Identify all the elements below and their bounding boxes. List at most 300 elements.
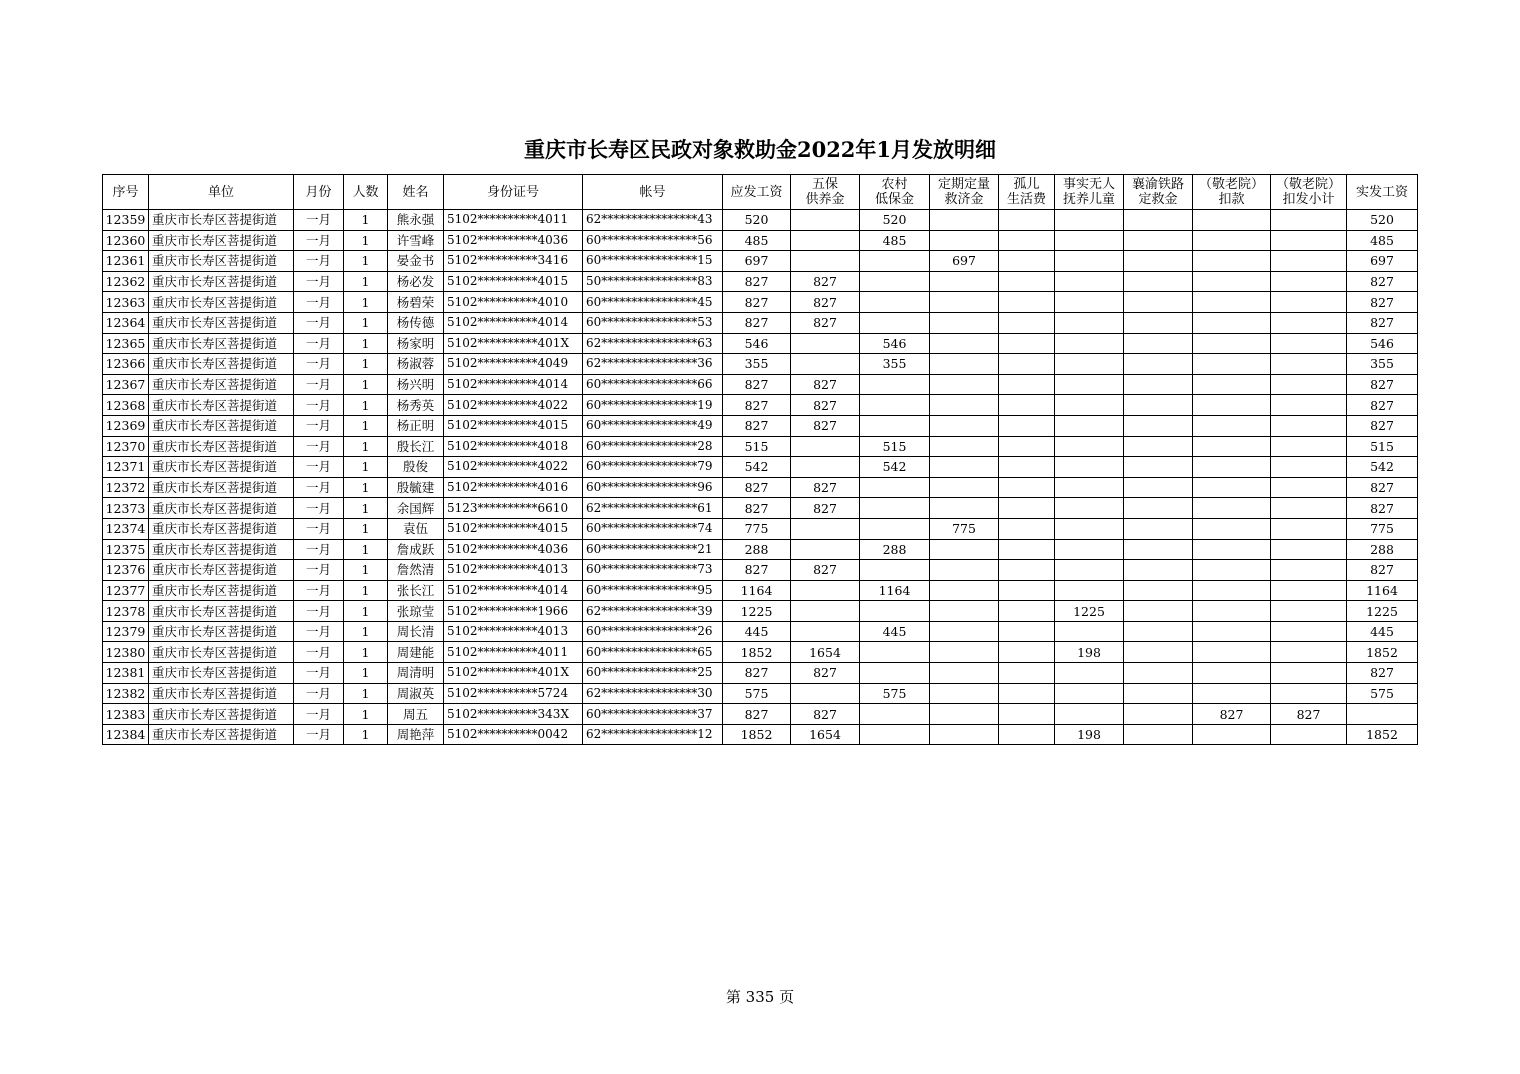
table-cell: 12365 xyxy=(103,333,149,354)
table-cell: 12369 xyxy=(103,415,149,436)
table-cell: 827 xyxy=(723,271,791,292)
table-cell xyxy=(999,724,1055,745)
table-cell: 重庆市长寿区菩提街道 xyxy=(149,518,294,539)
table-cell xyxy=(930,580,999,601)
table-cell xyxy=(791,230,860,251)
table-cell: 12370 xyxy=(103,436,149,457)
table-cell xyxy=(1193,724,1271,745)
table-cell: 12367 xyxy=(103,374,149,395)
table-cell xyxy=(791,333,860,354)
column-header-line: 定救金 xyxy=(1138,192,1178,207)
table-cell: 1 xyxy=(344,498,388,519)
table-cell: 周五 xyxy=(388,704,444,725)
table-cell xyxy=(1271,683,1347,704)
table-cell: 詹成跃 xyxy=(388,539,444,560)
table-cell: 827 xyxy=(723,560,791,581)
table-cell: 1 xyxy=(344,230,388,251)
table-cell: 60****************79 xyxy=(583,457,723,478)
table-cell xyxy=(1271,415,1347,436)
table-cell xyxy=(1055,292,1124,313)
table-cell xyxy=(1124,374,1193,395)
table-cell: 12359 xyxy=(103,210,149,231)
table-cell: 重庆市长寿区菩提街道 xyxy=(149,477,294,498)
column-header xyxy=(388,175,444,210)
table-cell: 827 xyxy=(791,498,860,519)
table-cell: 一月 xyxy=(294,333,344,354)
table-cell: 5102**********4022 xyxy=(444,457,583,478)
table-cell: 5102**********4015 xyxy=(444,518,583,539)
table-cell xyxy=(1271,354,1347,375)
table-cell: 198 xyxy=(1055,724,1124,745)
table-cell: 5102**********4018 xyxy=(444,436,583,457)
table-cell: 520 xyxy=(860,210,930,231)
table-cell: 827 xyxy=(1347,477,1418,498)
table-cell: 12376 xyxy=(103,560,149,581)
table-cell: 1 xyxy=(344,724,388,745)
column-header xyxy=(1347,175,1418,210)
table-cell: 1 xyxy=(344,333,388,354)
column-header-line: 抚养儿童 xyxy=(1062,192,1115,207)
table-cell: 5102**********4022 xyxy=(444,395,583,416)
table-cell xyxy=(791,518,860,539)
table-cell xyxy=(930,374,999,395)
table-row xyxy=(103,312,1418,333)
table-cell: 殷俊 xyxy=(388,457,444,478)
table-cell: 546 xyxy=(1347,333,1418,354)
table-cell xyxy=(1193,292,1271,313)
table-cell: 60****************19 xyxy=(583,395,723,416)
table-cell: 张琼莹 xyxy=(388,601,444,622)
table-row xyxy=(103,251,1418,272)
table-cell: 一月 xyxy=(294,354,344,375)
table-cell xyxy=(930,704,999,725)
table-cell xyxy=(1271,663,1347,684)
table-cell: 5102**********4014 xyxy=(444,374,583,395)
table-cell xyxy=(1193,621,1271,642)
table-cell xyxy=(999,498,1055,519)
table-cell: 5102**********4010 xyxy=(444,292,583,313)
table-cell xyxy=(1055,251,1124,272)
table-cell: 775 xyxy=(930,518,999,539)
table-cell: 485 xyxy=(723,230,791,251)
table-cell xyxy=(999,210,1055,231)
table-cell xyxy=(999,663,1055,684)
table-cell: 62****************43 xyxy=(583,210,723,231)
table-cell xyxy=(860,663,930,684)
table-cell: 12366 xyxy=(103,354,149,375)
table-cell xyxy=(930,601,999,622)
table-cell: 袁伍 xyxy=(388,518,444,539)
table-cell xyxy=(1124,621,1193,642)
table-cell: 12364 xyxy=(103,312,149,333)
table-cell: 60****************28 xyxy=(583,436,723,457)
table-cell: 827 xyxy=(1347,560,1418,581)
table-row xyxy=(103,333,1418,354)
table-cell xyxy=(860,415,930,436)
table-cell: 575 xyxy=(860,683,930,704)
table-cell xyxy=(860,642,930,663)
table-cell: 827 xyxy=(1347,498,1418,519)
table-cell: 515 xyxy=(1347,436,1418,457)
table-cell xyxy=(1124,292,1193,313)
table-cell: 60****************65 xyxy=(583,642,723,663)
table-cell xyxy=(1124,333,1193,354)
table-cell xyxy=(860,374,930,395)
table-cell: 1 xyxy=(344,704,388,725)
table-cell xyxy=(860,724,930,745)
table-cell: 12380 xyxy=(103,642,149,663)
table-cell: 晏金书 xyxy=(388,251,444,272)
column-header xyxy=(723,175,791,210)
table-cell xyxy=(860,292,930,313)
table-cell xyxy=(1193,374,1271,395)
table-cell: 许雪峰 xyxy=(388,230,444,251)
table-header xyxy=(103,175,1418,210)
table-cell: 一月 xyxy=(294,518,344,539)
table-cell xyxy=(1124,436,1193,457)
column-header xyxy=(1124,175,1193,210)
table-row xyxy=(103,560,1418,581)
column-header-line: 序号 xyxy=(112,184,139,200)
column-header-line: 实发工资 xyxy=(1355,184,1408,200)
table-cell: 1164 xyxy=(1347,580,1418,601)
table-cell: 60****************45 xyxy=(583,292,723,313)
table-cell xyxy=(1055,354,1124,375)
table-cell xyxy=(791,683,860,704)
table-cell xyxy=(930,560,999,581)
table-cell xyxy=(1193,683,1271,704)
table-cell: 827 xyxy=(723,292,791,313)
table-cell: 12374 xyxy=(103,518,149,539)
table-cell: 542 xyxy=(860,457,930,478)
table-cell: 一月 xyxy=(294,251,344,272)
table-cell xyxy=(999,415,1055,436)
table-cell xyxy=(1193,477,1271,498)
table-cell: 355 xyxy=(1347,354,1418,375)
table-cell: 546 xyxy=(723,333,791,354)
table-cell xyxy=(1055,210,1124,231)
table-cell: 546 xyxy=(860,333,930,354)
column-header xyxy=(344,175,388,210)
table-cell: 827 xyxy=(723,498,791,519)
table-cell xyxy=(1271,436,1347,457)
table-cell: 827 xyxy=(791,271,860,292)
table-cell xyxy=(930,292,999,313)
table-cell: 重庆市长寿区菩提街道 xyxy=(149,621,294,642)
table-cell: 60****************15 xyxy=(583,251,723,272)
table-cell: 12381 xyxy=(103,663,149,684)
table-cell: 周长清 xyxy=(388,621,444,642)
table-cell: 1 xyxy=(344,457,388,478)
table-cell xyxy=(1271,210,1347,231)
table-cell: 697 xyxy=(723,251,791,272)
table-cell: 445 xyxy=(1347,621,1418,642)
table-cell xyxy=(1193,415,1271,436)
table-cell: 827 xyxy=(723,663,791,684)
table-row xyxy=(103,374,1418,395)
column-header-line: （敬老院） xyxy=(1275,177,1341,192)
table-cell: 5102**********4013 xyxy=(444,560,583,581)
table-cell: 熊永强 xyxy=(388,210,444,231)
table-cell xyxy=(999,333,1055,354)
table-cell: 12382 xyxy=(103,683,149,704)
table-cell: 12384 xyxy=(103,724,149,745)
table-cell: 60****************26 xyxy=(583,621,723,642)
column-header-line: 农村 xyxy=(881,177,908,192)
table-cell: 一月 xyxy=(294,374,344,395)
table-cell: 1 xyxy=(344,354,388,375)
table-cell: 827 xyxy=(723,704,791,725)
table-cell: 50****************83 xyxy=(583,271,723,292)
table-cell: 一月 xyxy=(294,539,344,560)
table-cell: 重庆市长寿区菩提街道 xyxy=(149,498,294,519)
table-cell xyxy=(1124,395,1193,416)
column-header-line: 低保金 xyxy=(874,192,914,207)
table-cell: 一月 xyxy=(294,292,344,313)
table-cell: 1225 xyxy=(1055,601,1124,622)
table-cell xyxy=(1193,457,1271,478)
table-cell: 周淑英 xyxy=(388,683,444,704)
table-cell xyxy=(1193,560,1271,581)
table-cell: 1654 xyxy=(791,642,860,663)
table-cell: 1 xyxy=(344,621,388,642)
table-cell: 重庆市长寿区菩提街道 xyxy=(149,251,294,272)
column-header-line: 应发工资 xyxy=(730,184,783,200)
table-cell: 一月 xyxy=(294,621,344,642)
table-cell: 1 xyxy=(344,251,388,272)
table-cell: 5102**********343X xyxy=(444,704,583,725)
table-cell xyxy=(1055,415,1124,436)
table-cell: 1 xyxy=(344,601,388,622)
table-cell xyxy=(1271,271,1347,292)
table-cell: 60****************66 xyxy=(583,374,723,395)
table-cell: 1 xyxy=(344,580,388,601)
column-header-line: 单位 xyxy=(207,184,234,200)
table-cell: 5102**********5724 xyxy=(444,683,583,704)
table-cell xyxy=(1271,312,1347,333)
table-cell xyxy=(930,230,999,251)
table-cell: 827 xyxy=(1347,312,1418,333)
table-cell xyxy=(930,724,999,745)
table-cell xyxy=(999,560,1055,581)
table-cell: 詹然清 xyxy=(388,560,444,581)
table-cell: 775 xyxy=(1347,518,1418,539)
table-cell xyxy=(1271,457,1347,478)
table-cell: 12372 xyxy=(103,477,149,498)
table-cell xyxy=(1271,560,1347,581)
table-cell xyxy=(930,312,999,333)
column-header-line: （敬老院） xyxy=(1198,177,1264,192)
table-cell xyxy=(1055,457,1124,478)
table-row xyxy=(103,477,1418,498)
table-cell xyxy=(999,683,1055,704)
table-cell xyxy=(1124,580,1193,601)
table-cell xyxy=(860,395,930,416)
table-cell: 288 xyxy=(1347,539,1418,560)
table-cell: 重庆市长寿区菩提街道 xyxy=(149,539,294,560)
table-cell xyxy=(1193,210,1271,231)
table-cell: 12363 xyxy=(103,292,149,313)
table-cell: 12362 xyxy=(103,271,149,292)
table-cell xyxy=(1271,724,1347,745)
table-row xyxy=(103,663,1418,684)
table-cell: 一月 xyxy=(294,642,344,663)
table-cell xyxy=(1055,704,1124,725)
table-cell: 62****************61 xyxy=(583,498,723,519)
table-cell xyxy=(1124,415,1193,436)
table-cell: 重庆市长寿区菩提街道 xyxy=(149,457,294,478)
table-row xyxy=(103,395,1418,416)
table-cell: 重庆市长寿区菩提街道 xyxy=(149,601,294,622)
table-cell xyxy=(930,333,999,354)
table-row xyxy=(103,498,1418,519)
column-header-line: 五保 xyxy=(811,177,838,192)
table-row xyxy=(103,642,1418,663)
table-cell: 60****************96 xyxy=(583,477,723,498)
table-cell xyxy=(860,477,930,498)
table-cell: 一月 xyxy=(294,663,344,684)
table-cell: 827 xyxy=(1347,374,1418,395)
table-cell: 1 xyxy=(344,518,388,539)
table-cell xyxy=(1124,539,1193,560)
table-cell xyxy=(1271,498,1347,519)
table-cell: 一月 xyxy=(294,230,344,251)
table-cell xyxy=(1055,271,1124,292)
table-cell: 一月 xyxy=(294,704,344,725)
table-cell xyxy=(1055,395,1124,416)
table-cell xyxy=(999,704,1055,725)
table-cell: 60****************37 xyxy=(583,704,723,725)
table-cell xyxy=(999,621,1055,642)
column-header xyxy=(149,175,294,210)
table-cell: 827 xyxy=(791,560,860,581)
table-cell: 杨淑蓉 xyxy=(388,354,444,375)
table-cell: 重庆市长寿区菩提街道 xyxy=(149,415,294,436)
column-header-line: 救济金 xyxy=(944,192,984,207)
table-cell xyxy=(999,642,1055,663)
column-header-line: 生活费 xyxy=(1006,192,1046,207)
table-cell xyxy=(930,415,999,436)
table-cell: 1 xyxy=(344,395,388,416)
table-cell: 重庆市长寿区菩提街道 xyxy=(149,374,294,395)
table-cell xyxy=(930,621,999,642)
table-cell: 827 xyxy=(791,292,860,313)
table-cell: 827 xyxy=(723,374,791,395)
table-cell xyxy=(791,601,860,622)
table-cell xyxy=(1193,354,1271,375)
table-cell xyxy=(1055,560,1124,581)
table-cell: 60****************74 xyxy=(583,518,723,539)
table-cell: 重庆市长寿区菩提街道 xyxy=(149,704,294,725)
table-cell: 1 xyxy=(344,415,388,436)
table-cell xyxy=(1124,457,1193,478)
table-cell xyxy=(791,621,860,642)
table-cell xyxy=(1055,333,1124,354)
table-cell xyxy=(930,457,999,478)
table-cell xyxy=(1124,683,1193,704)
table-cell: 827 xyxy=(791,415,860,436)
table-cell xyxy=(1193,333,1271,354)
table-cell: 重庆市长寿区菩提街道 xyxy=(149,436,294,457)
table-cell xyxy=(999,312,1055,333)
column-header xyxy=(583,175,723,210)
table-row xyxy=(103,457,1418,478)
table-cell xyxy=(999,539,1055,560)
table-cell xyxy=(1271,230,1347,251)
table-cell: 重庆市长寿区菩提街道 xyxy=(149,230,294,251)
table-body xyxy=(103,210,1418,745)
table-cell: 张长江 xyxy=(388,580,444,601)
table-cell: 12378 xyxy=(103,601,149,622)
column-header-line: 扣发小计 xyxy=(1282,192,1335,207)
table-cell: 一月 xyxy=(294,210,344,231)
table-cell: 重庆市长寿区菩提街道 xyxy=(149,580,294,601)
table-cell xyxy=(930,210,999,231)
table-cell xyxy=(1193,312,1271,333)
table-cell xyxy=(860,560,930,581)
table-cell: 1852 xyxy=(1347,724,1418,745)
table-cell xyxy=(1124,518,1193,539)
table-cell xyxy=(999,580,1055,601)
table-cell: 重庆市长寿区菩提街道 xyxy=(149,312,294,333)
table-row xyxy=(103,230,1418,251)
column-header-line: 身份证号 xyxy=(486,184,539,200)
table-cell: 827 xyxy=(791,477,860,498)
table-cell: 一月 xyxy=(294,601,344,622)
table-cell xyxy=(999,251,1055,272)
column-header-line: 定期定量 xyxy=(937,177,990,192)
table-cell: 杨兴明 xyxy=(388,374,444,395)
table-cell: 杨碧荣 xyxy=(388,292,444,313)
table-cell: 杨秀英 xyxy=(388,395,444,416)
table-cell xyxy=(1124,498,1193,519)
table-cell xyxy=(1193,539,1271,560)
table-cell xyxy=(1055,230,1124,251)
table-cell: 198 xyxy=(1055,642,1124,663)
table-cell: 重庆市长寿区菩提街道 xyxy=(149,292,294,313)
column-header xyxy=(444,175,583,210)
table-cell xyxy=(860,704,930,725)
table-cell: 827 xyxy=(791,663,860,684)
table-cell xyxy=(999,436,1055,457)
column-header-line: 孤儿 xyxy=(1013,177,1040,192)
column-header xyxy=(294,175,344,210)
table-cell: 一月 xyxy=(294,498,344,519)
table-cell: 60****************73 xyxy=(583,560,723,581)
table-cell: 575 xyxy=(723,683,791,704)
table-cell xyxy=(930,683,999,704)
table-cell: 827 xyxy=(1347,271,1418,292)
column-header-line: 供养金 xyxy=(805,192,845,207)
table-row xyxy=(103,210,1418,231)
table-cell: 355 xyxy=(723,354,791,375)
table-cell: 445 xyxy=(723,621,791,642)
table-cell: 60****************21 xyxy=(583,539,723,560)
table-cell xyxy=(1271,251,1347,272)
table-cell xyxy=(860,518,930,539)
table-cell: 重庆市长寿区菩提街道 xyxy=(149,683,294,704)
table-cell: 一月 xyxy=(294,415,344,436)
table-cell xyxy=(1124,210,1193,231)
table-cell: 重庆市长寿区菩提街道 xyxy=(149,354,294,375)
table-cell: 827 xyxy=(1271,704,1347,725)
table-cell: 一月 xyxy=(294,395,344,416)
table-cell: 5102**********4015 xyxy=(444,271,583,292)
table-cell xyxy=(1124,560,1193,581)
table-cell: 60****************53 xyxy=(583,312,723,333)
table-cell xyxy=(1193,271,1271,292)
column-header xyxy=(860,175,930,210)
